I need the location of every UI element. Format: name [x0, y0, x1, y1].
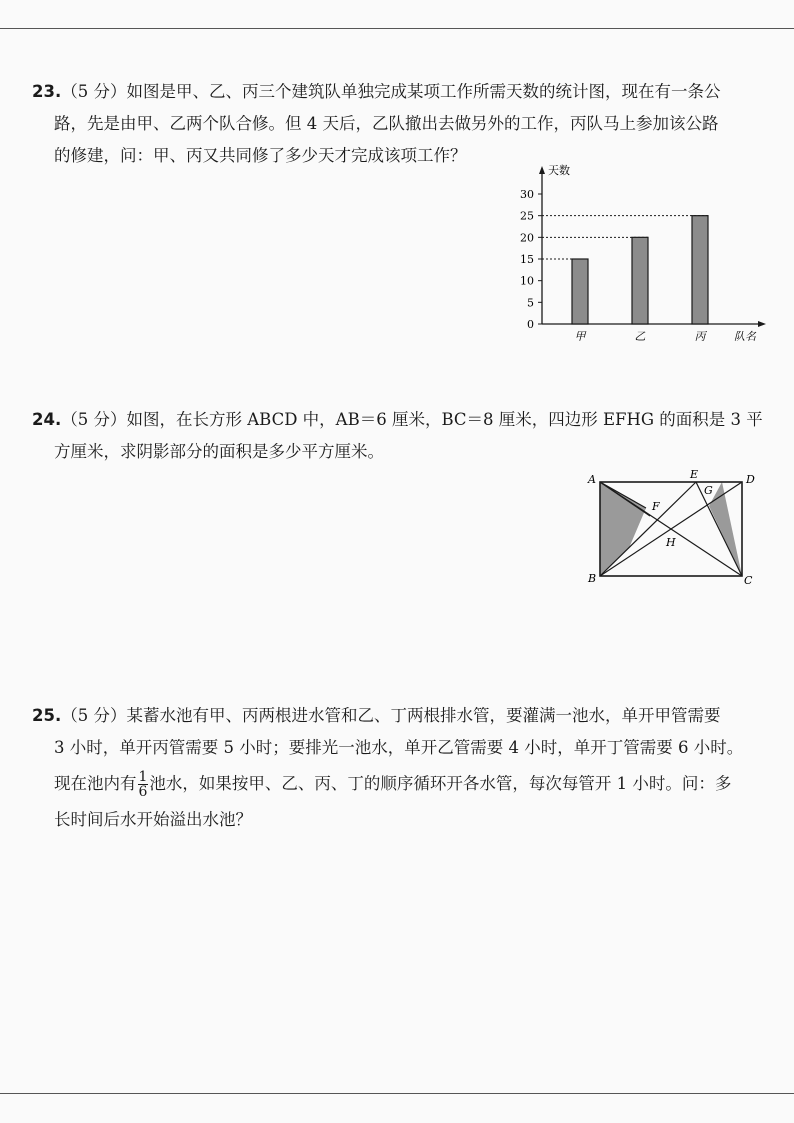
problem-25-line-3: 现在池内有 $\frac{1}{6}$ 池水，如果按甲、乙、丙、丁的顺序循环开各水管，每次每管开 1 小时。问：多 — [54, 769, 732, 800]
shaded-region-right — [709, 482, 742, 576]
label-h: H — [666, 536, 676, 549]
problem-25 — [32, 700, 760, 836]
y-tick-label: 30 — [520, 188, 534, 201]
label-c: C — [744, 574, 753, 587]
problem-number: 25. — [32, 706, 62, 725]
y-axis-label: 天数 — [548, 164, 570, 177]
label-f: F — [652, 500, 660, 513]
label-e: E — [690, 468, 699, 481]
y-tick-label: 0 — [527, 318, 534, 331]
y-tick-label: 25 — [520, 209, 534, 223]
label-g: G — [704, 484, 713, 497]
y-tick-label: 20 — [520, 231, 534, 245]
bar-1 — [572, 259, 588, 324]
shaded-region-left — [600, 482, 646, 576]
y-tick-label: 5 — [527, 296, 534, 310]
bar-2 — [632, 237, 648, 324]
problem-23-line-2: 路，先是由甲、乙两个队合修。但 4 天后，乙队撤出去做另外的工作，丙队马上参加该公路 — [54, 114, 719, 133]
rectangle-figure — [584, 468, 764, 592]
x-tick-label: 丙 — [694, 330, 706, 343]
x-axis-label: 队名 — [734, 330, 756, 343]
label-d: D — [746, 473, 755, 486]
problem-24-line-2: 方厘米，求阴影部分的面积是多少平方厘米。 — [54, 442, 384, 461]
bar-3 — [692, 216, 708, 324]
x-tick-label: 乙 — [634, 330, 646, 343]
problem-25-line-1: 25.（5 分）某蓄水池有甲、丙两根进水管和乙、丁两根排水管，要灌满一池水，单开甲管需要 — [32, 706, 721, 725]
problem-number: 24. — [32, 410, 62, 429]
problem-23-line-3: 的修建，问：甲、丙又共同修了多少天才完成该项工作？ — [54, 146, 467, 165]
problem-25-line-2: 3 小时，单开丙管需要 5 小时；要排光一池水，单开乙管需要 4 小时，单开丁管需要 6 小时。 — [54, 738, 744, 757]
label-b: B — [588, 572, 597, 585]
y-tick-label: 15 — [520, 253, 534, 266]
y-tick-label: 10 — [520, 274, 534, 288]
y-axis-arrow — [539, 166, 545, 174]
fraction-one-sixth: $\frac{1}{6}$ — [138, 769, 148, 800]
problem-number: 23. — [32, 82, 62, 101]
x-axis-arrow — [758, 321, 766, 327]
label-a: A — [588, 473, 596, 486]
top-rule — [0, 28, 794, 29]
problem-24 — [32, 404, 763, 468]
problem-25-line-4: 长时间后水开始溢出水池？ — [54, 810, 252, 829]
problem-23 — [32, 76, 760, 172]
bottom-rule — [0, 1093, 794, 1094]
problem-24-line-1: 24.（5 分）如图，在长方形 ABCD 中，AB＝6 厘米，BC＝8 厘米，四边形 EFHG 的面积是 3 平 — [32, 410, 763, 429]
bar-chart — [500, 160, 770, 350]
problem-23-line-1: 23.（5 分）如图是甲、乙、丙三个建筑队单独完成某项工作所需天数的统计图，现在有一条公 — [32, 82, 721, 101]
x-tick-label: 甲 — [574, 330, 586, 343]
